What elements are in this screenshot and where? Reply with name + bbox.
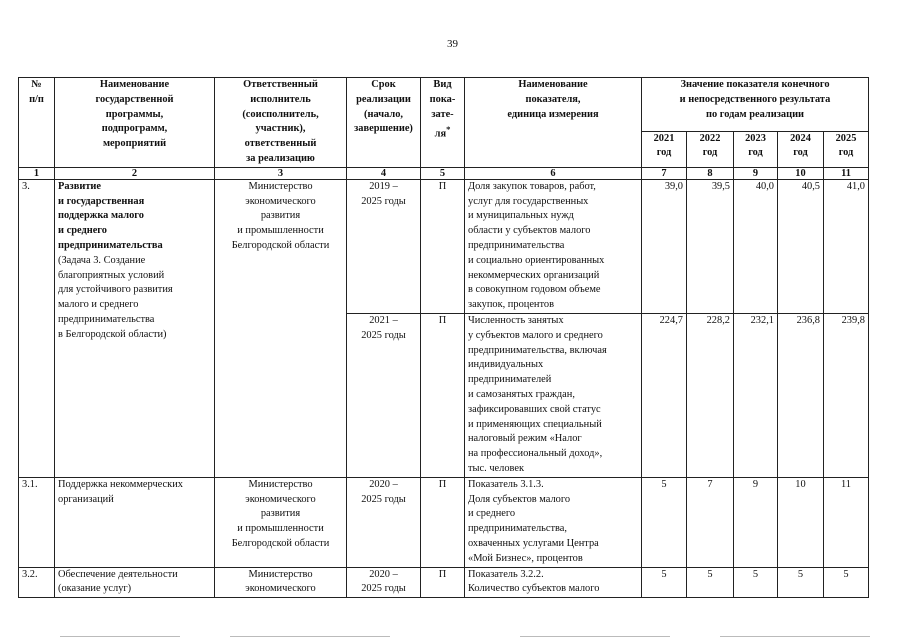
row-type: П [421, 179, 465, 313]
row-executor: Министерство экономического [215, 567, 347, 598]
header-year: 2021 год [642, 131, 687, 167]
row-value: 5 [778, 567, 824, 598]
column-index-row [19, 167, 869, 179]
table-row [19, 179, 869, 313]
row-period: 2019 – 2025 годы [347, 179, 421, 313]
row-value: 5 [824, 567, 869, 598]
row-name-bold: Развитие и государственная поддержка малого и среднего предпринимательства [58, 180, 163, 251]
header-row-1 [19, 78, 869, 132]
row-name: Поддержка некоммерческих организаций [55, 477, 215, 567]
row-value: 11 [824, 477, 869, 567]
column-index: 11 [824, 167, 869, 179]
header-type-mark: * [446, 124, 451, 135]
row-executor: Министерство экономического развития и промышленности Белгородской области [215, 179, 347, 477]
column-index: 4 [347, 167, 421, 179]
row-value: 5 [687, 567, 734, 598]
row-value: 5 [734, 567, 778, 598]
scan-bottom-edge [0, 632, 905, 640]
column-index: 3 [215, 167, 347, 179]
header-year: 2022 год [687, 131, 734, 167]
header-name: Наименование государственной программы, подпрограмм, мероприятий [55, 78, 215, 168]
column-index: 1 [19, 167, 55, 179]
row-name: Обеспечение деятельности (оказание услуг) [55, 567, 215, 598]
header-period: Срок реализации (начало, завершение) [347, 78, 421, 168]
row-indicator: Показатель 3.2.2. Количество субъектов малого [465, 567, 642, 598]
header-year: 2025 год [824, 131, 869, 167]
row-value: 239,8 [824, 313, 869, 477]
header-year: 2024 год [778, 131, 824, 167]
column-index: 9 [734, 167, 778, 179]
row-name-rest: (Задача 3. Создание благоприятных условий для устойчивого развития малого и среднего предпринимательства в Белгородской области) [58, 254, 173, 340]
header-type [421, 78, 465, 168]
table-row [19, 567, 869, 598]
row-period: 2020 – 2025 годы [347, 567, 421, 598]
row-value: 40,0 [734, 179, 778, 313]
header-year: 2023 год [734, 131, 778, 167]
column-index: 6 [465, 167, 642, 179]
row-value: 5 [642, 477, 687, 567]
column-index: 8 [687, 167, 734, 179]
row-num: 3. [19, 179, 55, 477]
row-value: 224,7 [642, 313, 687, 477]
row-value: 5 [642, 567, 687, 598]
row-value: 7 [687, 477, 734, 567]
row-value: 10 [778, 477, 824, 567]
row-type: П [421, 477, 465, 567]
header-executor: Ответственный исполнитель (соисполнитель, участник), ответственный за реализацию [215, 78, 347, 168]
indicators-table [18, 77, 869, 598]
row-period: 2020 – 2025 годы [347, 477, 421, 567]
row-value: 40,5 [778, 179, 824, 313]
column-index: 5 [421, 167, 465, 179]
row-period: 2021 – 2025 годы [347, 313, 421, 477]
row-value: 39,0 [642, 179, 687, 313]
column-index: 10 [778, 167, 824, 179]
header-type-text: Вид пока- зате- ля [429, 79, 456, 140]
page-number: 39 [447, 38, 458, 50]
row-type: П [421, 313, 465, 477]
row-value: 9 [734, 477, 778, 567]
row-indicator: Доля закупок товаров, работ, услуг для государственных и муниципальных нужд области у субъектов малого предпринимательства и социально ориентированных некоммерческих организаций в совокупном годовом объеме закупок, процентов [465, 179, 642, 313]
header-indicator: Наименование показателя, единица измерения [465, 78, 642, 168]
row-value: 39,5 [687, 179, 734, 313]
row-value: 236,8 [778, 313, 824, 477]
row-executor: Министерство экономического развития и промышленности Белгородской области [215, 477, 347, 567]
header-num: № п/п [19, 78, 55, 168]
table-row [19, 477, 869, 567]
row-num: 3.2. [19, 567, 55, 598]
row-type: П [421, 567, 465, 598]
row-num: 3.1. [19, 477, 55, 567]
row-value: 228,2 [687, 313, 734, 477]
header-values-group: Значение показателя конечного и непосредственного результата по годам реализации [642, 78, 869, 132]
column-index: 2 [55, 167, 215, 179]
row-indicator: Численность занятых у субъектов малого и среднего предпринимательства, включая индивидуальных предпринимателей и самозанятых граждан, зафиксировавших свой статус и применяющих специальный налоговый режим «Налог на профессиональный доход», тыс. человек [465, 313, 642, 477]
column-index: 7 [642, 167, 687, 179]
row-value: 232,1 [734, 313, 778, 477]
row-name [55, 179, 215, 477]
row-indicator: Показатель 3.1.3. Доля субъектов малого и среднего предпринимательства, охваченных услугами Центра «Мой Бизнес», процентов [465, 477, 642, 567]
row-value: 41,0 [824, 179, 869, 313]
